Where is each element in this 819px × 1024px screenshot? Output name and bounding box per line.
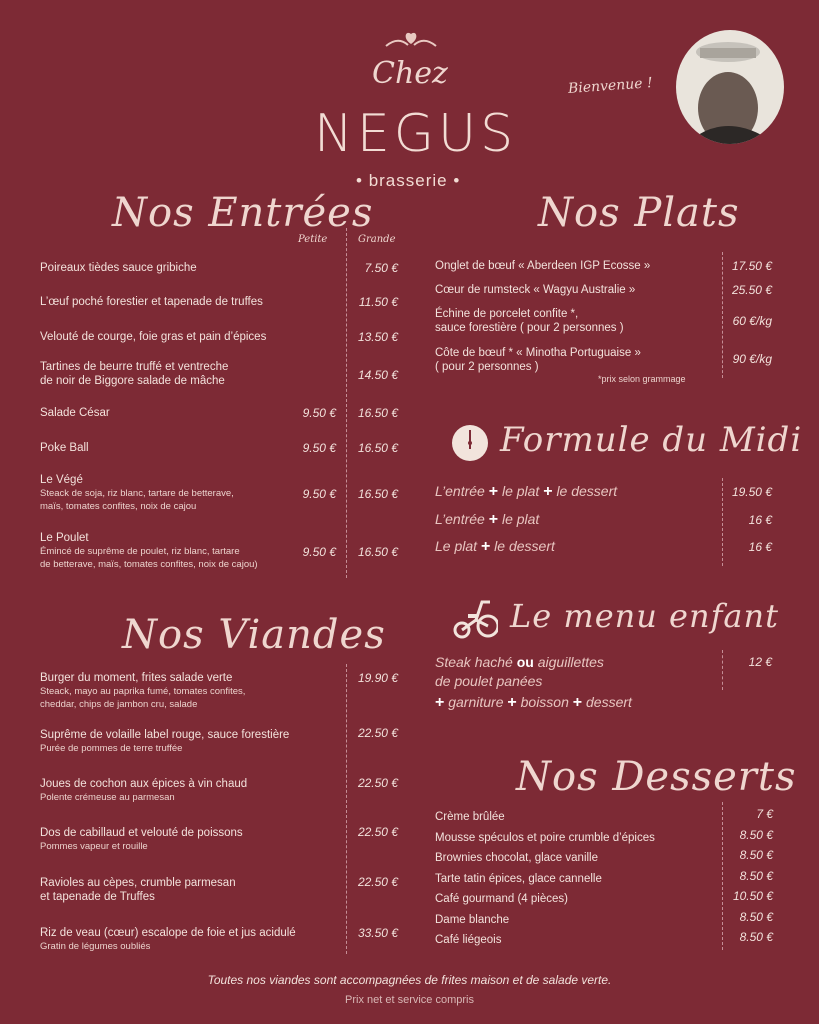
- enfant-extras: + garniture + boisson + dessert: [435, 694, 632, 711]
- viande-row: Burger du moment, frites salade verte Steack, mayo au paprika fumé, tomates confites, cheddar, chips de jambon cru, salade: [40, 672, 246, 710]
- formule-line: L’entrée + le plat: [435, 511, 540, 528]
- viande-price: 33.50 €: [357, 926, 398, 940]
- viande-row: Dos de cabillaud et velouté de poissons Pommes vapeur et rouille: [40, 827, 243, 852]
- viande-price: 22.50 €: [357, 825, 398, 839]
- tricycle-icon: [452, 596, 498, 640]
- dessert-row: Mousse spéculos et poire crumble d’épices 8.50 €: [435, 827, 773, 844]
- entrees-divider: [346, 228, 347, 578]
- ornament-icon: [384, 32, 438, 50]
- viande-row: Riz de veau (cœur) escalope de foie et jus acidulé Gratin de légumes oubliés: [40, 927, 296, 952]
- entree-row: Tartines de beurre truffé et ventreche de noir de Biggore salade de mâche: [40, 361, 229, 387]
- plat-row: Côte de bœuf * « Minotha Portuguaise » ( pour 2 personnes ): [435, 347, 641, 373]
- dessert-price: 8.50 €: [739, 909, 773, 924]
- dessert-row: Brownies chocolat, glace vanille 8.50 €: [435, 848, 773, 864]
- entree-price: 11.50 €: [358, 295, 398, 309]
- plat-row: Cœur de rumsteck « Wagyu Australie »: [435, 284, 636, 296]
- viande-price: 22.50 €: [357, 875, 398, 889]
- entree-row: Poke Ball: [40, 442, 89, 454]
- dessert-price: 8.50 €: [739, 827, 773, 842]
- entree-row: Le Végé Steack de soja, riz blanc, tartare de betterave, maïs, tomates confites, noix de cajou: [40, 474, 234, 512]
- entree-row: Poireaux tièdes sauce gribiche: [40, 262, 197, 274]
- entree-price-small: 9.50 €: [302, 487, 336, 501]
- entree-row: L’œuf poché forestier et tapenade de truffes: [40, 296, 263, 308]
- col-petite: Petite: [298, 234, 328, 245]
- entree-row: Salade César: [40, 407, 110, 419]
- dessert-row: Crème brûlée 7 €: [435, 807, 773, 823]
- plat-price: 90 €/kg: [732, 352, 772, 366]
- brand-sub-text: brasserie: [368, 171, 448, 190]
- entree-price: 7.50 €: [364, 261, 398, 275]
- owner-photo: [676, 30, 784, 144]
- viande-row: Joues de cochon aux épices à vin chaud Polente crémeuse au parmesan: [40, 778, 248, 803]
- entree-price: 14.50 €: [357, 368, 398, 382]
- footer-note: Toutes nos viandes sont accompagnées de frites maison et de salade verte.: [207, 973, 612, 987]
- brand-sub: • brasserie •: [356, 171, 461, 190]
- enfant-title: Le menu enfant: [510, 597, 779, 635]
- plat-price: 17.50 €: [731, 259, 772, 273]
- plat-row: Onglet de bœuf « Aberdeen IGP Ecosse »: [435, 260, 651, 272]
- dessert-row: Tarte tatin épices, glace cannelle 8.50 €: [435, 868, 773, 885]
- plat-row: Échine de porcelet confite *, sauce forestière ( pour 2 personnes ): [435, 308, 624, 334]
- entree-price-small: 9.50 €: [302, 406, 336, 420]
- col-grande: Grande: [358, 234, 396, 245]
- plats-note: *prix selon grammage: [598, 374, 686, 384]
- entree-price: 16.50 €: [357, 441, 398, 455]
- formule-title: Formule du Midi: [500, 420, 803, 460]
- entree-price-small: 9.50 €: [302, 441, 336, 455]
- welcome-text: Bienvenue !: [567, 75, 654, 97]
- enfant-line: Steak haché ou aiguillettes de poulet panées: [435, 654, 604, 689]
- formule-line: L’entrée + le plat + le dessert: [435, 483, 618, 500]
- plats-title: Nos Plats: [538, 190, 740, 236]
- viande-price: 22.50 €: [357, 726, 398, 740]
- desserts-title: Nos Desserts: [516, 754, 797, 800]
- entree-price-small: 9.50 €: [302, 545, 336, 559]
- viande-row: Ravioles au cèpes, crumble parmesan et tapenade de Truffes: [40, 877, 236, 903]
- formule-price: 16 €: [748, 513, 772, 527]
- dessert-row: Dame blanche 8.50 €: [435, 909, 773, 926]
- entree-row: Le Poulet Émincé de suprême de poulet, riz blanc, tartare de betterave, maïs, tomates confites, noix de cajou): [40, 532, 258, 570]
- dessert-price: 8.50 €: [739, 930, 773, 944]
- dessert-price: 7 €: [756, 807, 773, 821]
- clock-icon: [450, 423, 490, 463]
- dessert-price: 8.50 €: [739, 848, 773, 862]
- plat-price: 25.50 €: [731, 283, 772, 297]
- entrees-title: Nos Entrées: [112, 190, 374, 236]
- entree-row: Velouté de courge, foie gras et pain d’épices: [40, 331, 267, 343]
- entree-price: 16.50 €: [357, 487, 398, 501]
- footer-sub: Prix net et service compris: [345, 994, 474, 1006]
- dessert-price: 8.50 €: [739, 868, 773, 883]
- entree-price: 13.50 €: [357, 330, 398, 344]
- brand-chez: Chez: [372, 56, 448, 91]
- entree-price: 16.50 €: [357, 545, 398, 559]
- plat-price: 60 €/kg: [732, 314, 772, 328]
- viande-price: 22.50 €: [357, 776, 398, 790]
- dessert-price: 10.50 €: [732, 889, 773, 903]
- viande-row: Suprême de volaille label rouge, sauce forestière Purée de pommes de terre truffée: [40, 729, 290, 754]
- viandes-divider: [346, 664, 347, 954]
- dessert-row: Café gourmand (4 pièces) 10.50 €: [435, 889, 773, 905]
- brand-name: NEGUS: [314, 104, 518, 164]
- formule-price: 19.50 €: [731, 485, 772, 499]
- desserts-list: [435, 807, 773, 951]
- entree-price: 16.50 €: [357, 406, 398, 420]
- enfant-price: 12 €: [748, 655, 772, 669]
- viandes-title: Nos Viandes: [122, 612, 386, 658]
- dessert-row: Café liégeois 8.50 €: [435, 930, 773, 946]
- formule-line: Le plat + le dessert: [435, 538, 555, 555]
- formule-price: 16 €: [748, 540, 772, 554]
- viande-price: 19.90 €: [357, 671, 398, 685]
